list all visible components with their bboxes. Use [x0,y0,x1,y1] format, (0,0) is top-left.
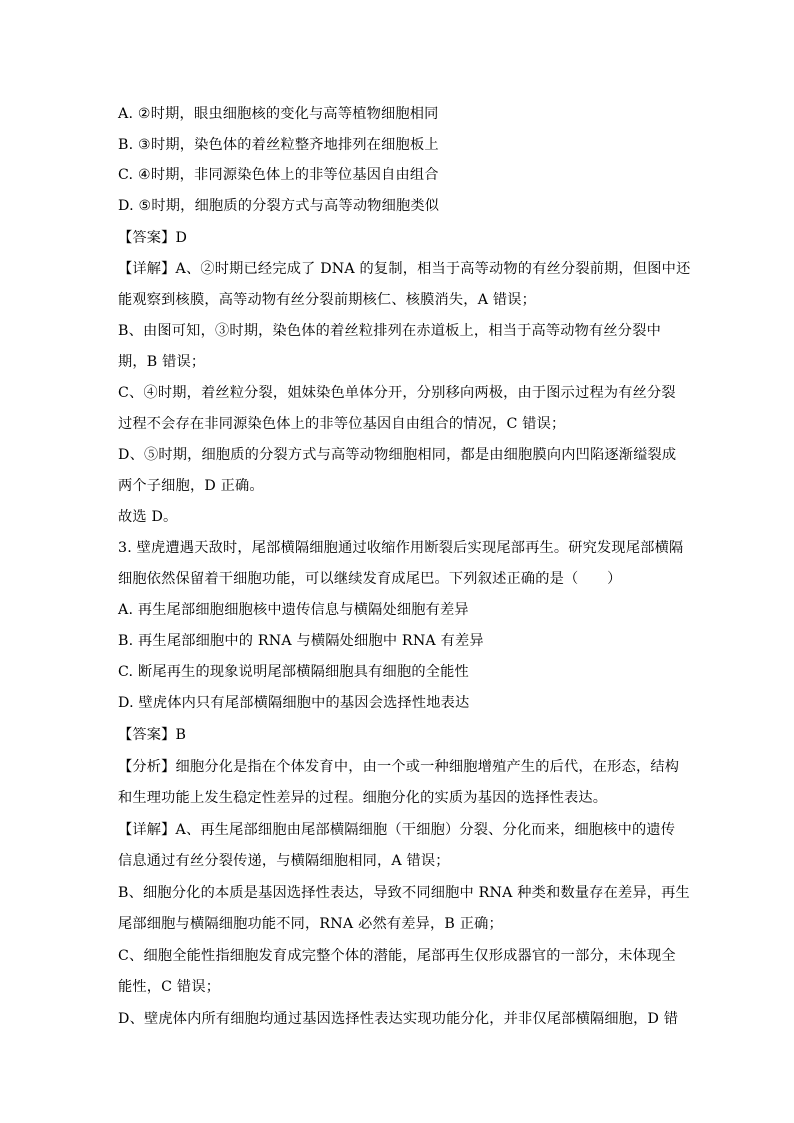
option-c: C. 断尾再生的现象说明尾部横隔细胞具有细胞的全能性 [118,664,469,680]
analysis-line: 和生理功能上发生稳定性差异的过程。细胞分化的实质为基因的选择性表达。 [118,790,608,806]
explanation-line: D、壁虎体内所有细胞均通过基因选择性表达实现功能分化，并非仅尾部横隔细胞，D 错 [118,1011,679,1027]
explanation-line: 过程不会存在非同源染色体上的非等位基因自由组合的情况，C 错误； [118,416,566,432]
explanation-line: 能观察到核膜，高等动物有丝分裂前期核仁、核膜消失，A 错误； [118,292,537,308]
analysis-line: 【分析】细胞分化是指在个体发育中，由一个或一种细胞增殖产生的后代，在形态，结构 [118,759,680,775]
question-stem: 细胞依然保留着干细胞功能，可以继续发育成尾巴。下列叙述正确的是（ ） [118,571,622,587]
question-stem: 3. 壁虎遭遇天敌时，尾部横隔细胞通过收缩作用断裂后实现尾部再生。研究发现尾部横隔 [118,540,684,556]
option-d: D. ⑤时期，细胞质的分裂方式与高等动物细胞类似 [118,198,440,214]
explanation-line: 【详解】A、②时期已经完成了 DNA 的复制，相当于高等动物的有丝分裂前期，但图中还 [118,261,691,277]
answer-label: 【答案】B [118,727,187,743]
option-b: B. 再生尾部细胞中的 RNA 与横隔处细胞中 RNA 有差异 [118,633,484,649]
answer-label: 【答案】D [118,230,188,246]
option-c: C. ④时期，非同源染色体上的非等位基因自由组合 [118,167,439,183]
explanation-line: 【详解】A、再生尾部细胞由尾部横隔细胞（干细胞）分裂、分化而来，细胞核中的遗传 [118,822,676,838]
explanation-line: 两个子细胞，D 正确。 [118,478,264,494]
explanation-line: 信息通过有丝分裂传递，与横隔细胞相同，A 错误； [118,853,450,869]
explanation-line: C、④时期，着丝粒分裂，姐妹染色单体分开，分别移向两极，由于图示过程为有丝分裂 [118,385,676,401]
option-a: A. 再生尾部细胞细胞核中遗传信息与横隔处细胞有差异 [118,602,469,618]
explanation-line: B、由图可知，③时期，染色体的着丝粒排列在赤道板上，相当于高等动物有丝分裂中 [118,323,661,339]
explanation-line: D、⑤时期，细胞质的分裂方式与高等动物细胞相同，都是由细胞膜向内凹陷逐渐缢裂成 [118,447,677,463]
conclusion-line: 故选 D。 [118,509,178,525]
explanation-line: 能性，C 错误； [118,979,221,995]
explanation-line: B、细胞分化的本质是基因选择性表达，导致不同细胞中 RNA 种类和数量存在差异，再生 [118,885,690,901]
option-b: B. ③时期，染色体的着丝粒整齐地排列在细胞板上 [118,137,439,153]
explanation-line: 尾部细胞与横隔细胞功能不同，RNA 必然有差异，B 正确； [118,916,503,932]
explanation-line: 期，B 错误； [118,354,206,370]
option-a: A. ②时期，眼虫细胞核的变化与高等植物细胞相同 [118,106,439,122]
option-d: D. 壁虎体内只有尾部横隔细胞中的基因会选择性地表达 [118,695,470,711]
explanation-line: C、细胞全能性指细胞发育成完整个体的潜能，尾部再生仅形成器官的一部分，未体现全 [118,948,676,964]
